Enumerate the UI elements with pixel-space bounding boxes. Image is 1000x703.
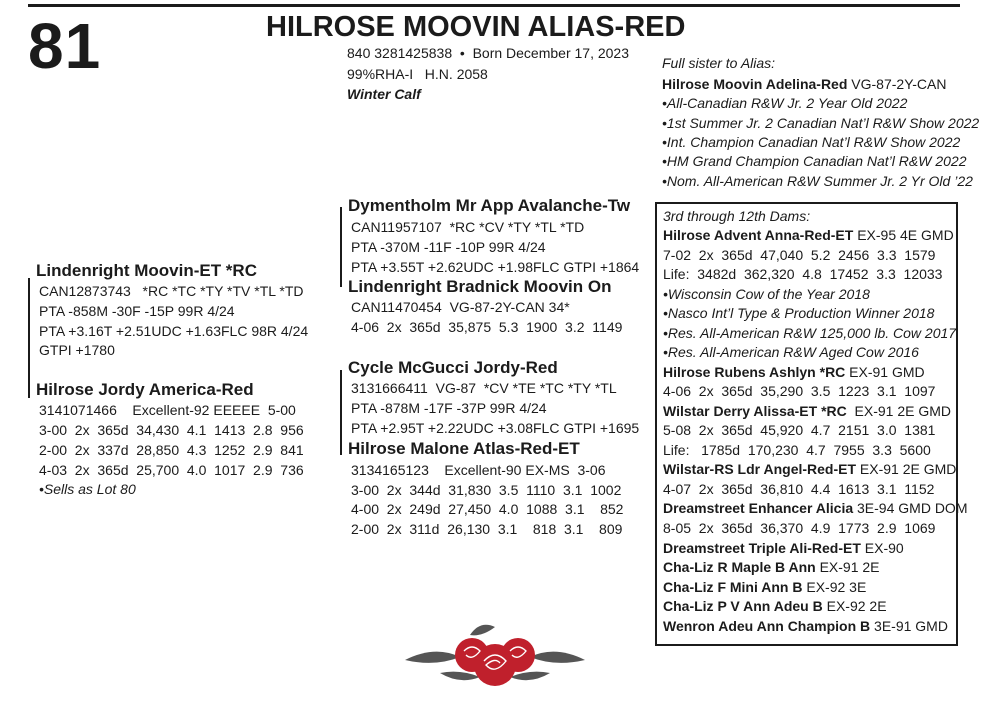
dam4-score: EX-91 GMD (845, 364, 925, 380)
full-sister-name-line (662, 74, 946, 94)
dam-line: 3141071466 Excellent-92 EEEEE 5-00 (39, 402, 296, 418)
dam-sire-line: PTA -878M -17F -37P 99R 4/24 (351, 400, 547, 416)
sire-dam-line: 4-06 2x 365d 35,875 5.3 1900 3.2 1149 (351, 319, 623, 335)
dam3-lifetime: Life: 3482d 362,320 4.8 17452 3.3 12033 (663, 266, 943, 282)
pedigree-bracket (340, 370, 342, 455)
dam5-line (663, 402, 951, 422)
dam3-honor: •Res. All-American R&W Aged Cow 2016 (663, 344, 919, 360)
honor-item: •HM Grand Champion Canadian Nat’l R&W 2022 (662, 153, 967, 169)
dam8-name: Dreamstreet Triple Ali-Red-ET (663, 540, 861, 556)
dam3-score: EX-95 4E GMD (853, 227, 954, 243)
sire-line: PTA -858M -30F -15P 99R 4/24 (39, 303, 235, 319)
sire-sire-line: CAN11957107 *RC *CV *TY *TL *TD (351, 219, 585, 235)
dam4-name: Hilrose Rubens Ashlyn *RC (663, 364, 846, 380)
full-sister-score: VG-87-2Y-CAN (847, 76, 947, 92)
dam12-name: Wenron Adeu Ann Champion B (663, 618, 871, 634)
dams-heading: 3rd through 12th Dams: (663, 208, 811, 224)
calf-class: Winter Calf (347, 86, 421, 102)
dam-note: •Sells as Lot 80 (39, 481, 136, 497)
dam7-line (663, 499, 967, 519)
rose-decoration-icon (400, 615, 590, 695)
dam10-line (663, 578, 866, 598)
dam7-record: 8-05 2x 365d 36,370 4.9 1773 2.9 1069 (663, 520, 936, 536)
pedigree-bracket (340, 207, 342, 287)
dam3-line (663, 226, 954, 246)
sire-dam-line: CAN11470454 VG-87-2Y-CAN 34* (351, 299, 570, 315)
dam9-name: Cha-Liz R Maple B Ann (663, 559, 816, 575)
dam11-name: Cha-Liz P V Ann Adeu B (663, 598, 823, 614)
dam6-name: Wilstar-RS Ldr Angel-Red-ET (663, 461, 857, 477)
honor-item: •All-Canadian R&W Jr. 2 Year Old 2022 (662, 95, 908, 111)
dam9-score: EX-91 2E (815, 559, 880, 575)
dam5-lifetime: Life: 1785d 170,230 4.7 7955 3.3 5600 (663, 442, 931, 458)
dam11-score: EX-92 2E (822, 598, 887, 614)
dam-dam-line: 2-00 2x 311d 26,130 3.1 818 3.1 809 (351, 521, 623, 537)
sire-sire-line: PTA -370M -11F -10P 99R 4/24 (351, 239, 546, 255)
dam3-honor: •Res. All-American R&W 125,000 lb. Cow 2017 (663, 325, 957, 341)
sire-sire-name: Dymentholm Mr App Avalanche-Tw (348, 196, 631, 215)
dam-dam-line: 3134165123 Excellent-90 EX-MS 3-06 (351, 462, 606, 478)
dam-name: Hilrose Jordy America-Red (36, 380, 254, 399)
dam8-line (663, 539, 904, 559)
dam10-name: Cha-Liz F Mini Ann B (663, 579, 803, 595)
full-sister-intro: Full sister to Alias: (662, 55, 776, 71)
dam-sire-line: 3131666411 VG-87 *CV *TE *TC *TY *TL (351, 380, 617, 396)
sire-line: CAN12873743 *RC *TC *TY *TV *TL *TD (39, 283, 304, 299)
dam4-line (663, 363, 925, 383)
dam3-name: Hilrose Advent Anna-Red-ET (663, 227, 854, 243)
dam-dam-line: 4-00 2x 249d 27,450 4.0 1088 3.1 852 (351, 501, 624, 517)
breed-hn: 99%RHA-I H.N. 2058 (347, 66, 488, 82)
full-sister-name: Hilrose Moovin Adelina-Red (662, 76, 848, 92)
dam9-line (663, 558, 880, 578)
dam-line: 2-00 2x 337d 28,850 4.3 1252 2.9 841 (39, 442, 304, 458)
dam11-line (663, 597, 887, 617)
dam3-honor: •Nasco Int’l Type & Production Winner 2018 (663, 305, 935, 321)
honor-item: •1st Summer Jr. 2 Canadian Nat’l R&W Show 2022 (662, 115, 980, 131)
dam6-score: EX-91 2E GMD (856, 461, 957, 477)
top-rule (28, 4, 960, 7)
honor-item: •Int. Champion Canadian Nat’l R&W Show 2022 (662, 134, 961, 150)
sire-line: PTA +3.16T +2.51UDC +1.63FLC 98R 4/24 (39, 323, 309, 339)
sire-line: GTPI +1780 (39, 342, 115, 358)
dam-dam-name: Hilrose Malone Atlas-Red-ET (348, 439, 580, 458)
dam10-score: EX-92 3E (802, 579, 867, 595)
dam-sire-line: PTA +2.95T +2.22UDC +3.08FLC GTPI +1695 (351, 420, 640, 436)
dam8-score: EX-90 (860, 540, 904, 556)
dam7-score: 3E-94 GMD DOM (853, 500, 968, 516)
dam5-name: Wilstar Derry Alissa-ET *RC (663, 403, 847, 419)
dam-line: 3-00 2x 365d 34,430 4.1 1413 2.8 956 (39, 422, 304, 438)
dam12-line (663, 617, 948, 637)
dam4-record: 4-06 2x 365d 35,290 3.5 1223 3.1 1097 (663, 383, 936, 399)
registration-birth: 840 3281425838 • Born December 17, 2023 (347, 45, 629, 61)
dam6-line (663, 460, 956, 480)
dam-sire-name: Cycle McGucci Jordy-Red (348, 358, 558, 377)
honor-item: •Nom. All-American R&W Summer Jr. 2 Yr Old ’22 (662, 173, 973, 189)
dam-dam-line: 3-00 2x 344d 31,830 3.5 1110 3.1 1002 (351, 482, 622, 498)
pedigree-bracket (28, 278, 30, 398)
sire-sire-line: PTA +3.55T +2.62UDC +1.98FLC GTPI +1864 (351, 259, 640, 275)
sire-dam-name: Lindenright Bradnick Moovin On (348, 277, 612, 296)
dam5-record: 5-08 2x 365d 45,920 4.7 2151 3.0 1381 (663, 422, 936, 438)
dam7-name: Dreamstreet Enhancer Alicia (663, 500, 854, 516)
dam3-honor: •Wisconsin Cow of the Year 2018 (663, 286, 870, 302)
sire-name: Lindenright Moovin-ET *RC (36, 261, 257, 280)
animal-name: HILROSE MOOVIN ALIAS-RED (266, 11, 686, 43)
dam12-score: 3E-91 GMD (870, 618, 948, 634)
dam5-score: EX-91 2E GMD (846, 403, 952, 419)
dam6-record: 4-07 2x 365d 36,810 4.4 1613 3.1 1152 (663, 481, 935, 497)
lot-number: 81 (28, 10, 102, 82)
dam-line: 4-03 2x 365d 25,700 4.0 1017 2.9 736 (39, 462, 304, 478)
dam3-record: 7-02 2x 365d 47,040 5.2 2456 3.3 1579 (663, 247, 936, 263)
